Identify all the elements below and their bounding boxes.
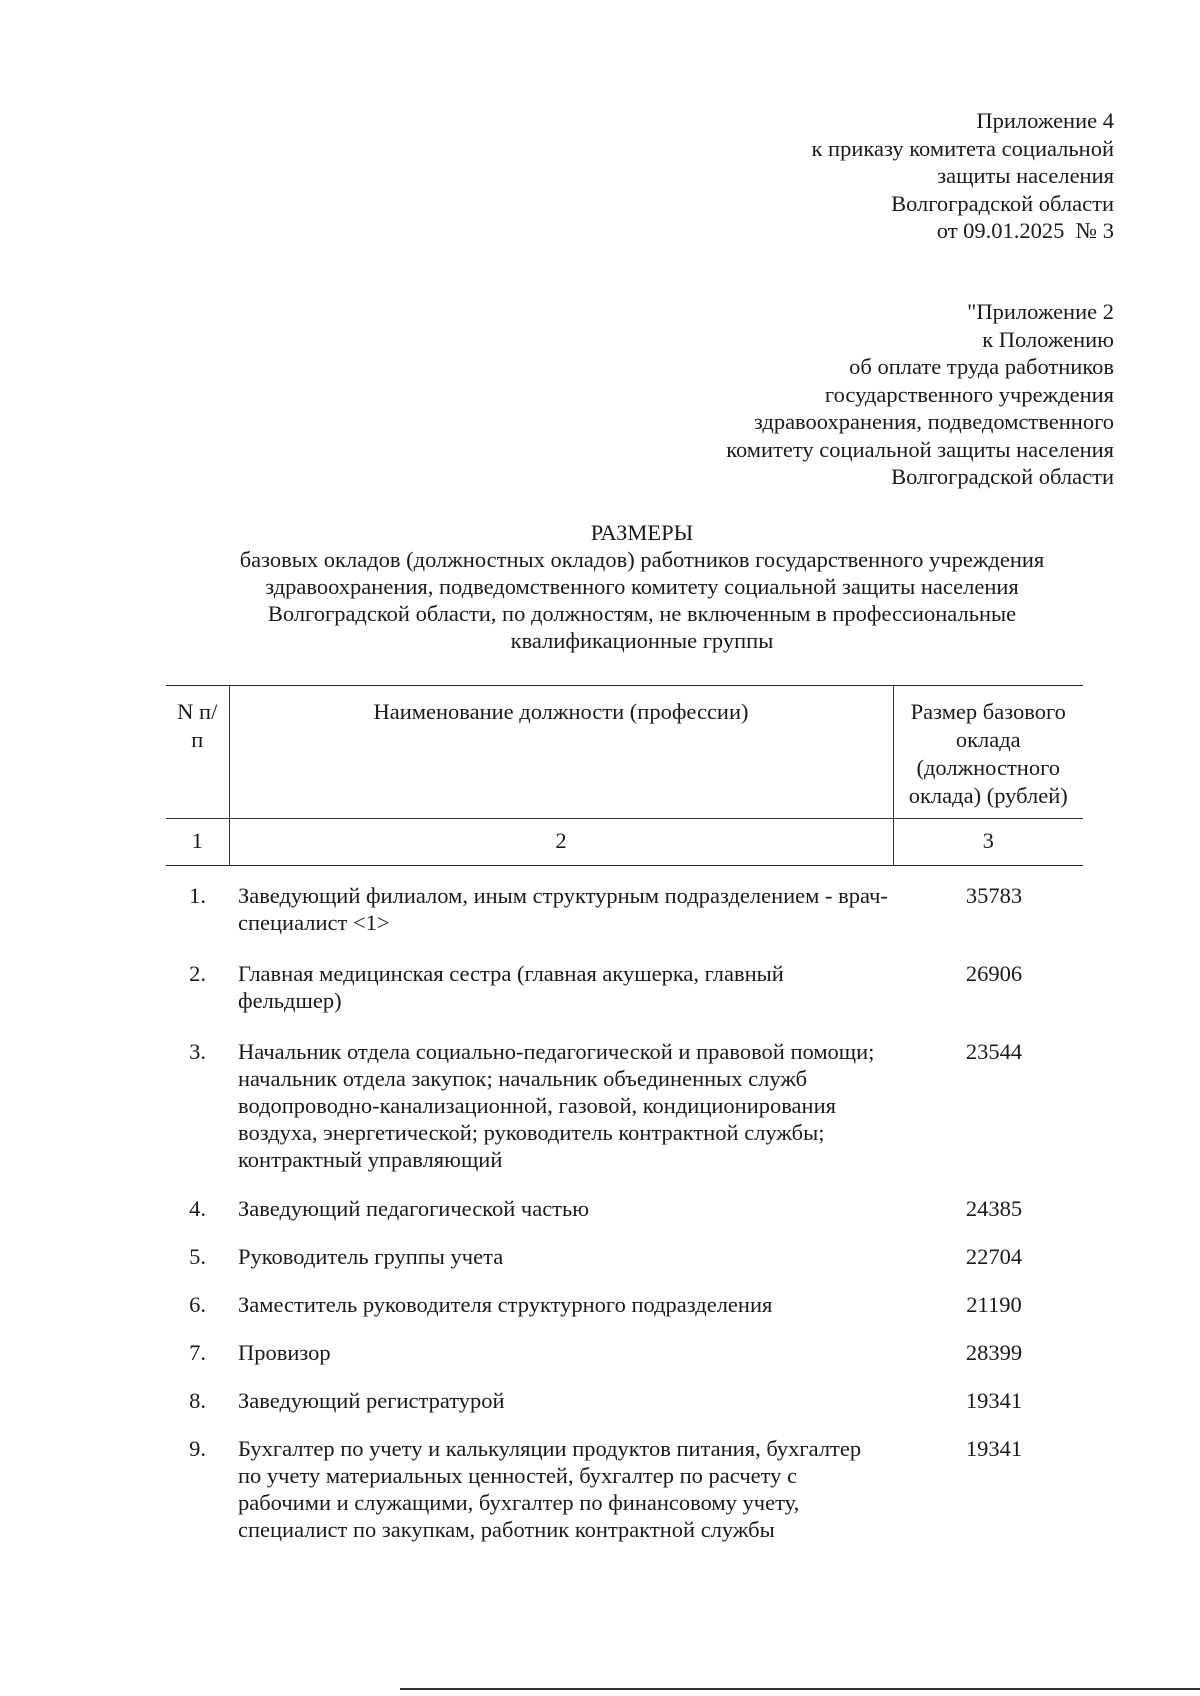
table-row [166, 866, 1083, 937]
row-number: 5. [189, 1244, 206, 1269]
appendix-2-line: государственного учреждения [824, 381, 1114, 407]
row-position-name: Заместитель руководителя структурного подразделения [238, 1292, 773, 1317]
row-number: 1. [189, 883, 206, 908]
row-salary: 22704 [965, 1244, 1023, 1269]
row-number: 8. [189, 1388, 206, 1413]
row-salary: 28399 [965, 1340, 1023, 1365]
row-number: 3. [189, 1039, 206, 1064]
row-number: 4. [189, 1196, 206, 1221]
appendix-2-line: к Положению [982, 326, 1114, 352]
title-line: квалификационные группы [510, 628, 774, 653]
header-num: N п/п [166, 686, 229, 819]
column-number: 3 [893, 819, 1083, 866]
appendix-4-header [811, 107, 1114, 245]
appendix-2-line: комитету социальной защиты населения [726, 436, 1114, 462]
table-row [166, 960, 1083, 1014]
table-row [166, 1387, 1083, 1414]
table-row [166, 936, 1083, 960]
column-number: 2 [229, 819, 893, 866]
header-name: Наименование должности (профессии) [229, 686, 893, 819]
table-header-row [166, 686, 1083, 819]
appendix-2-line: об оплате труда работников [849, 354, 1114, 379]
row-number: 7. [189, 1340, 206, 1365]
appendix-4-line: к приказу комитета социальной [811, 135, 1114, 161]
row-position-name: Бухгалтер по учету и калькуляции продуктов питания, бухгалтер по учету материальных ценностей, бухгалтер по расчету с рабочими и служащими, бухгалтер по финансовому учету, специалист по закупкам, работник контрактной службы [238, 1436, 862, 1542]
table-row [166, 1243, 1083, 1270]
table-row [166, 1195, 1083, 1222]
row-number: 6. [189, 1292, 206, 1317]
row-position-name: Заведующий педагогической частью [238, 1196, 590, 1221]
document-title [0, 519, 1200, 654]
table-column-number-row [166, 819, 1083, 866]
bottom-scan-edge-line [400, 1688, 1200, 1690]
appendix-4-line: защиты населения [937, 163, 1114, 188]
salary-table [166, 685, 1083, 1543]
row-salary: 26906 [965, 961, 1023, 986]
header-salary: Размер базового оклада (должностного оклада) (рублей) [893, 686, 1083, 819]
appendix-4-date-line: от 09.01.2025 № 3 [936, 218, 1114, 243]
row-salary: 35783 [965, 883, 1023, 908]
appendix-2-line: Волгоградской области [891, 464, 1114, 489]
table-row [166, 1339, 1083, 1366]
title-line: Волгоградской области, по должностям, не включенным в профессиональные [267, 601, 1017, 626]
row-number: 9. [189, 1436, 206, 1461]
title-line: здравоохранения, подведомственного комитету социальной защиты населения [265, 574, 1019, 599]
row-position-name: Провизор [238, 1340, 331, 1365]
row-position-name: Руководитель группы учета [238, 1244, 504, 1269]
row-salary: 24385 [965, 1196, 1023, 1221]
appendix-2-line: здравоохранения, подведомственного [753, 409, 1114, 434]
appendix-4-line: Приложение 4 [976, 108, 1114, 133]
row-position-name: Главная медицинская сестра (главная акушерка, главный фельдшер) [238, 961, 784, 1013]
appendix-2-header [726, 298, 1114, 491]
table-row [166, 1038, 1083, 1173]
row-salary: 19341 [965, 1388, 1023, 1413]
row-position-name: Начальник отдела социально-педагогической и правовой помощи; начальник отдела закупок; начальник объединенных служб водопроводно-канализационной, газовой, кондиционирования воздуха, энергетической; руководитель контрактной службы; контрактный управляющий [238, 1039, 875, 1172]
row-position-name: Заведующий регистратурой [238, 1388, 505, 1413]
appendix-2-line: "Приложение 2 [967, 299, 1114, 324]
row-salary: 21190 [966, 1292, 1022, 1317]
appendix-4-line: Волгоградской области [891, 190, 1114, 216]
row-position-name: Заведующий филиалом, иным структурным подразделением - врач-специалист <1> [238, 883, 888, 935]
title-line: базовых окладов (должностных окладов) работников государственного учреждения [239, 547, 1045, 572]
row-salary: 19341 [965, 1436, 1023, 1461]
table-row [166, 1291, 1083, 1318]
column-number: 1 [166, 819, 229, 866]
row-salary: 23544 [965, 1039, 1023, 1064]
title-heading: РАЗМЕРЫ [590, 520, 694, 545]
table-row [166, 1435, 1083, 1543]
row-number: 2. [189, 961, 206, 986]
